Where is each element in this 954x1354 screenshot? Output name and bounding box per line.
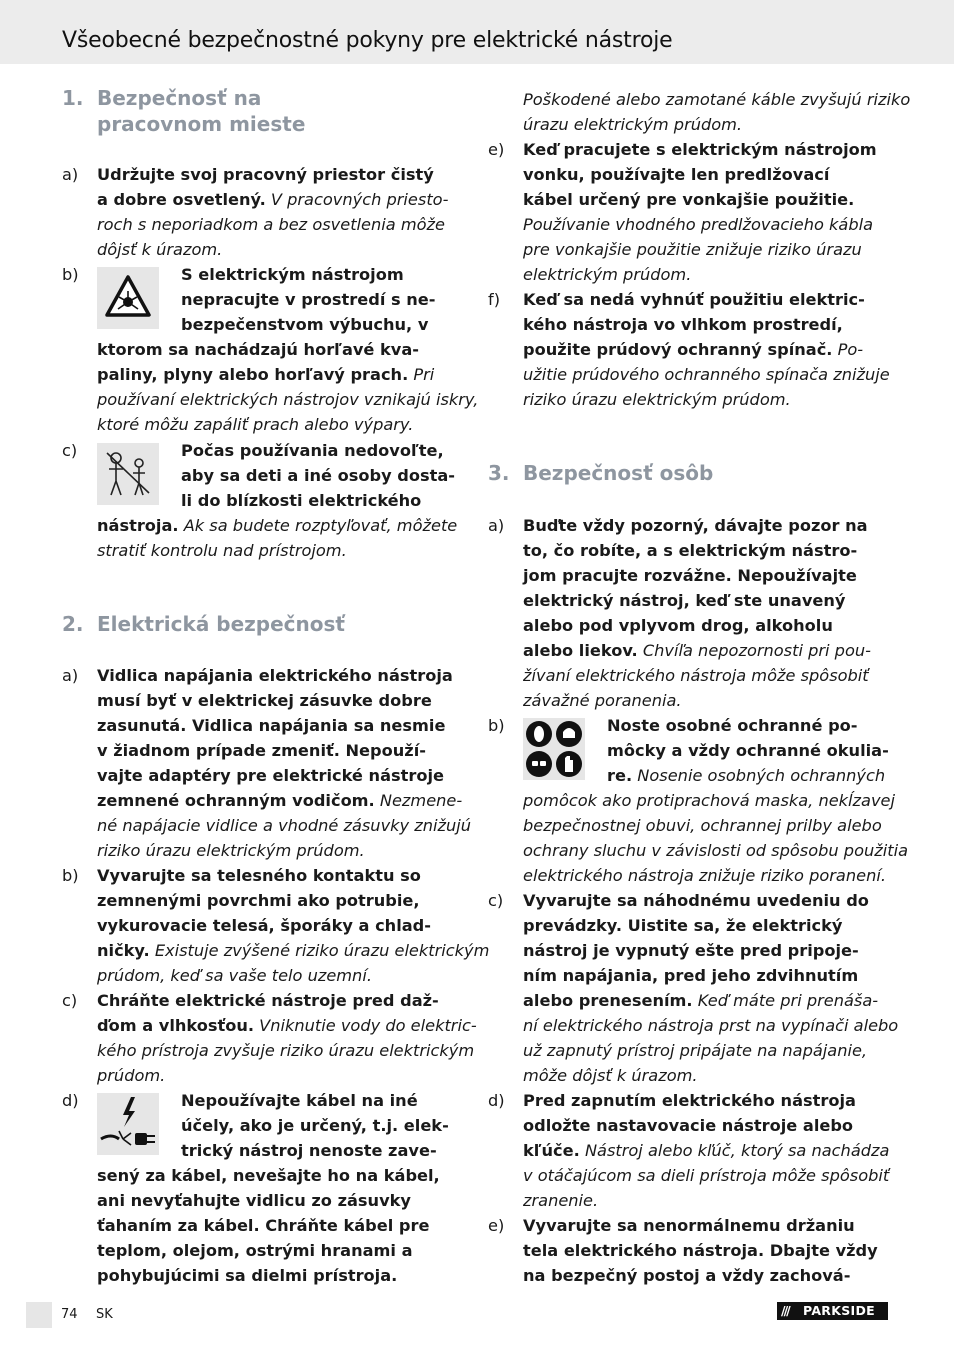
page-title: Všeobecné bezpečnostné pokyny pre elektrické nástroje [62, 28, 673, 53]
footer-marker [26, 1302, 52, 1328]
page-number: 74 [61, 1307, 78, 1322]
brand-name: PARKSIDE [803, 1303, 875, 1318]
brand-mark: /// [781, 1303, 789, 1318]
brand-logo [777, 1302, 888, 1320]
language-code: SK [96, 1307, 113, 1322]
